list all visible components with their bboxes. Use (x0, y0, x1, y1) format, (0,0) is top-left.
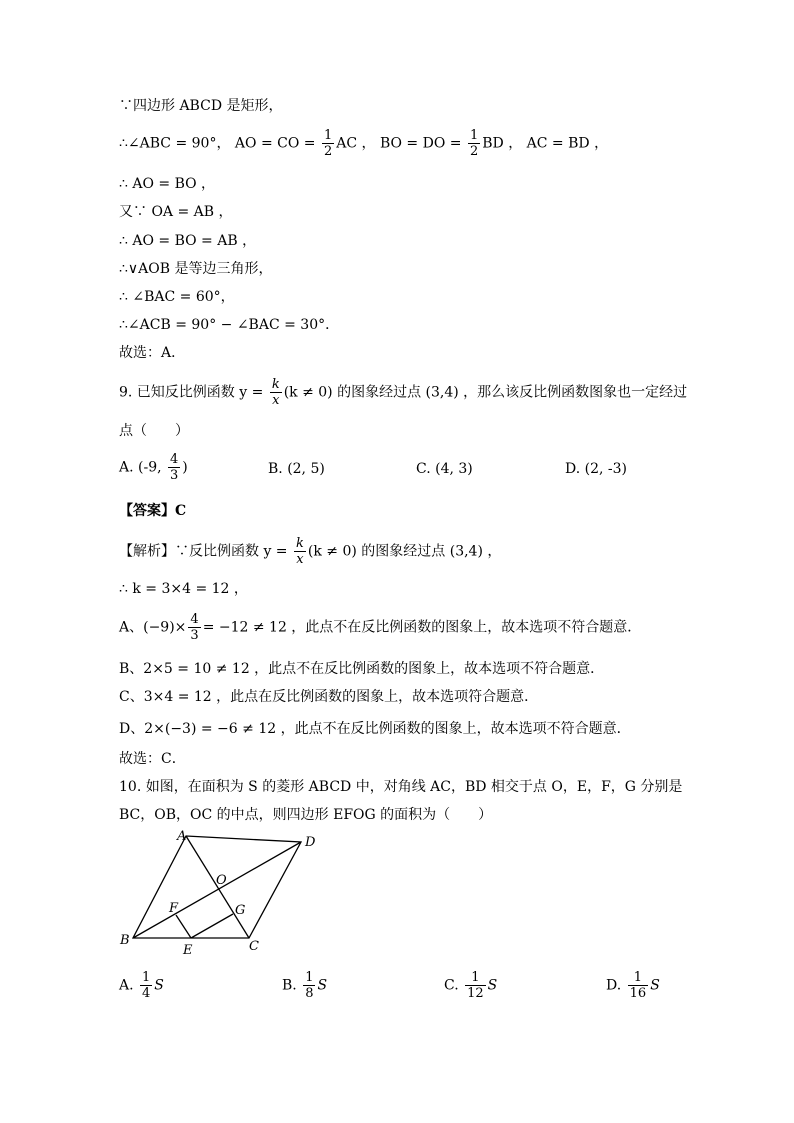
solution-line-5: ∴ AO = BO = AB ， (119, 233, 257, 249)
solution-line-4: 又∵ OA = AB ， (119, 204, 233, 220)
fraction-half-1 (322, 128, 334, 159)
q9-analysis-part-b: (k ≠ 0) 的图象经过点 (3,4) ， (307, 543, 502, 560)
area-symbol: S (317, 977, 328, 994)
q10-option-a-label: A. (119, 977, 134, 994)
fraction-1-12 (465, 970, 486, 1001)
q9-step-1: ∴ k = 3×4 = 12 ， (119, 581, 248, 597)
label-d: D (305, 835, 316, 850)
q9-option-c: C. (4, 3) (416, 461, 473, 477)
q9-step-5: D、2×(−3) = −6 ≠ 12 ，此点不在反比例函数的图象上，故本选项不符合题意． (119, 721, 631, 737)
solution-line-8: ∴∠ACB = 90° − ∠BAC = 30°． (119, 317, 340, 333)
area-symbol: S (650, 977, 660, 994)
area-symbol: S (487, 977, 498, 994)
q9-option-a (119, 452, 188, 483)
fraction-denominator: x (272, 393, 280, 408)
fraction-numerator: 4 (190, 612, 199, 627)
fraction-denominator: 3 (170, 468, 179, 483)
q10-option-c (444, 970, 497, 1001)
q10-stem-line-2: BC，OB，OC 的中点，则四边形 EFOG 的面积为（ ） (119, 807, 493, 823)
q10-stem-line-1: 10. 如图，在面积为 S 的菱形 ABCD 中，对角线 AC，BD 相交于点 O，E，F，G 分别是 (119, 779, 683, 795)
label-b: B (120, 933, 130, 948)
fraction-numerator: 1 (323, 128, 333, 143)
fraction-numerator: k (271, 377, 280, 392)
fraction-denominator: 2 (323, 144, 333, 159)
fraction-numerator: 1 (465, 970, 486, 986)
solution-line-2-part-a: ∴∠ABC = 90°， AO = CO = (119, 135, 320, 152)
q10-option-b-label: B. (282, 977, 297, 994)
fraction-numerator: 4 (170, 452, 179, 467)
q10-option-b (282, 970, 327, 1001)
fraction-numerator: 1 (628, 970, 649, 986)
q9-step-6: 故选：C． (119, 751, 186, 767)
q9-option-d: D. (2, -3) (565, 461, 627, 477)
fraction-half-2 (468, 128, 480, 159)
solution-line-7: ∴ ∠BAC = 60°， (119, 289, 235, 305)
solution-line-6: ∴∨AOB 是等边三角形， (119, 261, 273, 277)
label-e: E (183, 943, 193, 958)
solution-line-2 (119, 128, 608, 159)
segment-eg (191, 914, 233, 938)
label-o: O (216, 873, 227, 888)
q9-step-2-part-a: A、(−9)× (119, 619, 187, 636)
fraction-denominator: x (296, 552, 304, 567)
q9-analysis (119, 536, 501, 567)
q10-option-d (606, 970, 660, 1001)
q9-stem (119, 377, 687, 408)
q9-stem-line-2: 点（ ） (119, 423, 189, 439)
area-symbol: S (154, 977, 164, 994)
label-g: G (235, 903, 246, 918)
q9-step-2 (119, 612, 641, 643)
rhombus-diagram (115, 828, 335, 960)
fraction-numerator: 1 (469, 128, 479, 143)
q10-option-d-label: D. (606, 977, 622, 994)
fraction-denominator: 12 (467, 986, 484, 1001)
fraction-denominator: 4 (142, 986, 151, 1001)
segment-fe (176, 915, 191, 938)
q9-stem-part-b: (k ≠ 0) 的图象经过点 (3,4) ，那么该反比例函数图象也一定经过 (283, 384, 688, 401)
fraction-4-3 (168, 452, 180, 483)
solution-line-2-part-c: BD ， AC = BD ， (482, 135, 609, 152)
label-f: F (169, 901, 179, 916)
q9-step-4: C、3×4 = 12 ，此点在反比例函数的图象上，故本选项符合题意． (119, 689, 539, 705)
q9-step-2-part-b: = −12 ≠ 12 ，此点不在反比例函数的图象上，故本选项不符合题意． (202, 619, 642, 636)
fraction-denominator: 16 (629, 986, 647, 1001)
fraction-numerator: k (296, 536, 304, 551)
solution-line-9: 故选：A． (119, 345, 186, 361)
fraction-numerator: 1 (305, 970, 314, 985)
fraction-4-3 (188, 612, 200, 643)
fraction-k-over-x (294, 536, 306, 567)
fraction-denominator: 2 (469, 144, 479, 159)
fraction-1-4 (140, 970, 152, 1001)
q9-analysis-part-a: 【解析】∵反比例函数 y = (119, 543, 292, 560)
solution-line-1: ∵四边形 ABCD 是矩形， (119, 98, 283, 114)
label-c: C (249, 939, 259, 954)
q9-option-a-pre: A. (-9, (119, 459, 167, 476)
fraction-1-8 (303, 970, 315, 1001)
fraction-numerator: 1 (142, 970, 151, 985)
q10-option-c-label: C. (444, 977, 459, 994)
fraction-denominator: 8 (305, 986, 314, 1001)
q9-option-b: B. (2, 5) (268, 461, 325, 477)
label-a: A (177, 829, 187, 844)
fraction-k-over-x (270, 377, 282, 408)
fraction-denominator: 3 (190, 628, 199, 643)
q9-stem-part-a: 9. 已知反比例函数 y = (119, 384, 268, 401)
q10-option-a (119, 970, 164, 1001)
solution-line-2-part-b: AC ， BO = DO = (336, 135, 466, 152)
q9-step-3: B、2×5 = 10 ≠ 12 ，此点不在反比例函数的图象上，故本选项不符合题意． (119, 661, 605, 677)
solution-line-3: ∴ AO = BO ， (119, 176, 216, 192)
fraction-1-16 (628, 970, 649, 1001)
q9-answer: 【答案】C (119, 503, 187, 519)
q9-option-a-post: ) (182, 459, 188, 476)
